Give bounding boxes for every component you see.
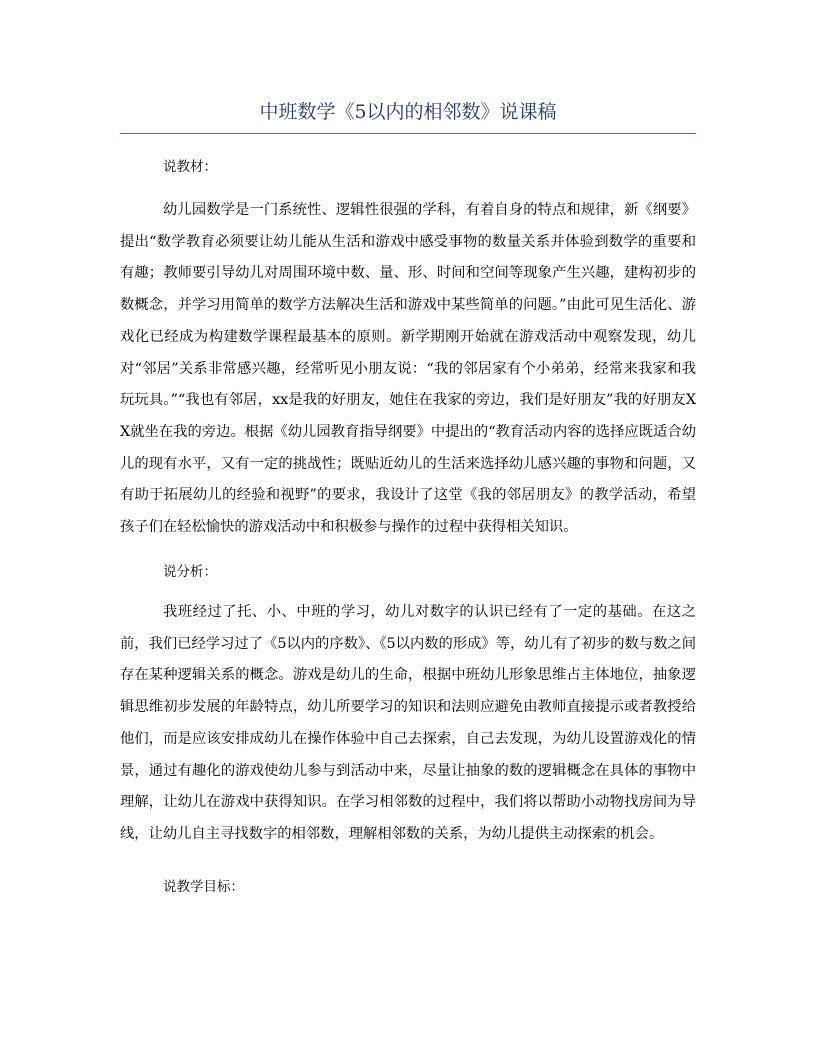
section-heading-analysis: 说分析： bbox=[163, 564, 217, 580]
section-paragraph-textbook: 幼儿园数学是一门系统性、逻辑性很强的学科，有着自身的特点和规律，新《纲要》提出“数学教育必须要让幼儿能从生活和游戏中感受事物的数量关系并体验到数学的重要和有趣；教师要引导幼儿对周围环境中数、量、形、时间和空间等现象产生兴趣，建构初步的数概念，并学习用简单的数学方法解决生活和游戏中某些简单的问题。”由此可见生活化、游戏化已经成为构建数学课程最基本的原则。新学期刚开始就在游戏活动中观察发现，幼儿对“邻居”关系非常感兴趣，经常听见小朋友说：“我的邻居家有个小弟弟，经常来我家和我玩玩具。”“我也有邻居，xx是我的好朋友，她住在我家的旁边，我们是好朋友”我的好朋友XX就坐在我的旁边。根据《幼儿园教育指导纲要》中提出的“教育活动内容的选择应既适合幼儿的现有水平，又有一定的挑战性；既贴近幼儿的生活来选择幼儿感兴趣的事物和问题，又有助于拓展幼儿的经验和视野”的要求，我设计了这堂《我的邻居朋友》的教学活动，希望孩子们在轻松愉快的游戏活动中和积极参与操作的过程中获得相关知识。 bbox=[120, 202, 696, 536]
section-heading-textbook: 说教材： bbox=[163, 159, 217, 175]
document-title: 中班数学《5以内的相邻数》说课稿 bbox=[259, 101, 557, 123]
title-underline bbox=[120, 133, 696, 134]
section-paragraph-analysis: 我班经过了托、小、中班的学习，幼儿对数字的认识已经有了一定的基础。在这之前，我们已经学习过了《5以内的序数》、《5以内数的形成》等，幼儿有了初步的数与数之间存在某种逻辑关系的概念。游戏是幼儿的生命，根据中班幼儿形象思维占主体地位，抽象逻辑思维初步发展的年龄特点，幼儿所要学习的知识和法则应避免由教师直接提示或者教授给他们，而是应该安排成幼儿在操作体验中自己去探索，自己去发现，为幼儿设置游戏化的情景，通过有趣化的游戏使幼儿参与到活动中来，尽量让抽象的数的逻辑概念在具体的事物中理解，让幼儿在游戏中获得知识。在学习相邻数的过程中，我们将以帮助小动物找房间为导线，让幼儿自主寻找数字的相邻数，理解相邻数的关系，为幼儿提供主动探索的机会。 bbox=[120, 604, 696, 842]
section-heading-teaching-goals: 说教学目标： bbox=[163, 879, 244, 895]
